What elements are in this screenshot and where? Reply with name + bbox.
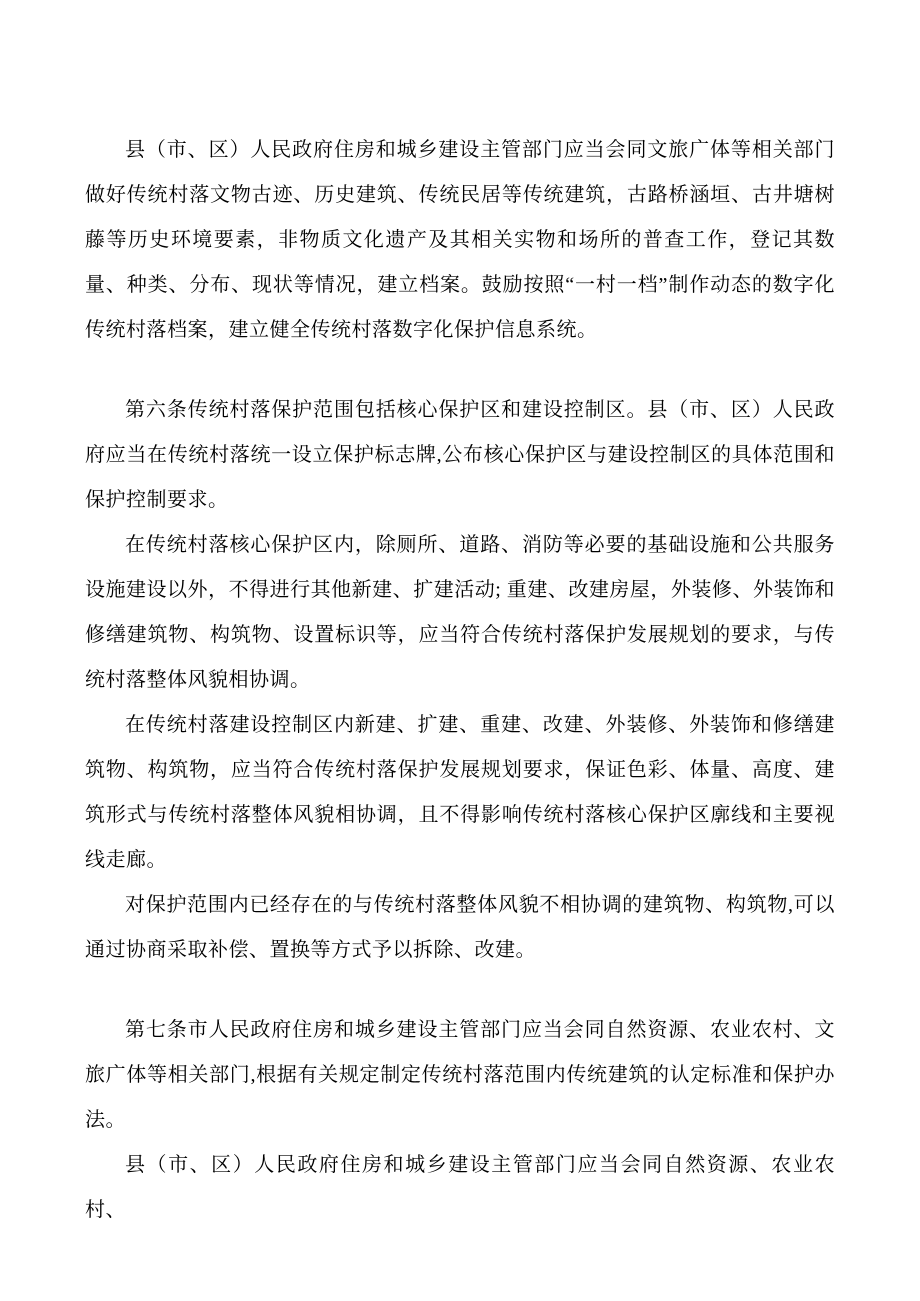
- paragraph-2: 第六条传统村落保护范围包括核心保护区和建设控制区。县（市、区）人民政府应当在传统村落统一设立保护标志牌,公布核心保护区与建设控制区的具体范围和保护控制要求。: [85, 399, 835, 511]
- paragraph-3: 在传统村落核心保护区内，除厕所、道路、消防等必要的基础设施和公共服务设施建设以外，不得进行其他新建、扩建活动; 重建、改建房屋，外装修、外装饰和修缮建筑物、构筑物、设置标识等，应当符合传统村落保护发展规划的要求，与传统村落整体风貌相协调。: [85, 534, 835, 691]
- paragraph-4: 在传统村落建设控制区内新建、扩建、重建、改建、外装修、外装饰和修缮建筑物、构筑物，应当符合传统村落保护发展规划要求，保证色彩、体量、高度、建筑形式与传统村落整体风貌相协调，且不得影响传统村落核心保护区廓线和主要视线走廊。: [85, 714, 835, 871]
- paragraph-5: 对保护范围内已经存在的与传统村落整体风貌不相协调的建筑物、构筑物,可以通过协商采取补偿、置换等方式予以拆除、改建。: [85, 894, 835, 961]
- paragraph-6: 第七条市人民政府住房和城乡建设主管部门应当会同自然资源、农业农村、文旅广体等相关部门,根据有关规定制定传统村落范围内传统建筑的认定标准和保护办法。: [85, 1019, 835, 1131]
- paragraph-1: 县（市、区）人民政府住房和城乡建设主管部门应当会同文旅广体等相关部门做好传统村落文物古迹、历史建筑、传统民居等传统建筑，古路桥涵垣、古井塘树藤等历史环境要素，非物质文化遗产及其相关实物和场所的普查工作，登记其数量、种类、分布、现状等情况，建立档案。鼓励按照“一村一档”制作动态的数字化传统村落档案，建立健全传统村落数字化保护信息系统。: [85, 139, 835, 341]
- paragraph-7: 县（市、区）人民政府住房和城乡建设主管部门应当会同自然资源、农业农村、: [85, 1154, 835, 1221]
- document-body: [85, 128, 835, 1233]
